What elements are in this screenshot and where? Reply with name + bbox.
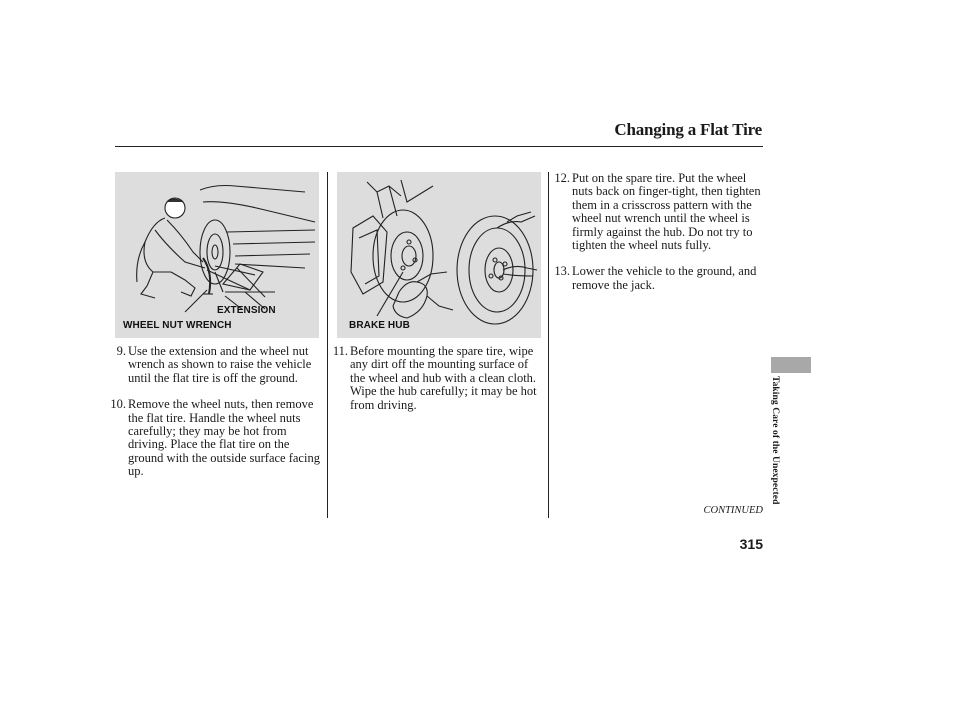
step-number: 9. — [116, 344, 126, 358]
step-10 — [108, 398, 322, 478]
step-13 — [552, 265, 764, 292]
brake-hub-drawing — [337, 172, 541, 338]
step-text: Remove the wheel nuts, then remove the flat tire. Handle the wheel nuts carefully; they may be hot from driving. Place the flat tire on the ground with the outside surface facing up. — [128, 397, 320, 479]
step-text: Before mounting the spare tire, wipe any dirt off the mounting surface of the wheel and hub with a clean cloth. Wipe the hub carefully; it may be hot from driving. — [350, 344, 537, 412]
page-title: Changing a Flat Tire — [614, 120, 762, 139]
section-side-label: Taking Care of the Unexpected — [770, 376, 780, 505]
column-divider-2 — [548, 172, 549, 518]
figure-brake-hub-illustration — [337, 172, 541, 338]
figure-label-brake-hub: BRAKE HUB — [349, 320, 410, 331]
steps-column-3 — [552, 172, 764, 305]
steps-column-1 — [108, 345, 322, 492]
figure-label-wheel-nut-wrench: WHEEL NUT WRENCH — [123, 320, 232, 331]
section-tab — [771, 357, 811, 373]
page-number: 315 — [739, 536, 763, 552]
step-9 — [108, 345, 322, 385]
steps-column-2 — [330, 345, 542, 425]
step-text: Use the extension and the wheel nut wrench as shown to raise the vehicle until the flat tire is off the ground. — [128, 344, 312, 385]
figure-label-extension: EXTENSION — [217, 305, 276, 316]
figure-jack-illustration — [115, 172, 319, 338]
step-number: 10. — [110, 397, 126, 412]
step-number: 13. — [554, 264, 570, 279]
step-text: Put on the spare tire. Put the wheel nuts back on finger-tight, then tighten them in a crisscross pattern with the wheel nut wrench until the wheel is firmly against the hub. Do not try to tighten the wheel nuts fully. — [572, 171, 761, 253]
title-rule — [115, 146, 763, 147]
continued-label: CONTINUED — [703, 505, 763, 516]
step-11 — [330, 345, 542, 412]
step-number: 11. — [332, 344, 348, 358]
step-text: Lower the vehicle to the ground, and remove the jack. — [572, 264, 757, 292]
step-12 — [552, 172, 764, 252]
step-number: 12. — [554, 171, 570, 185]
